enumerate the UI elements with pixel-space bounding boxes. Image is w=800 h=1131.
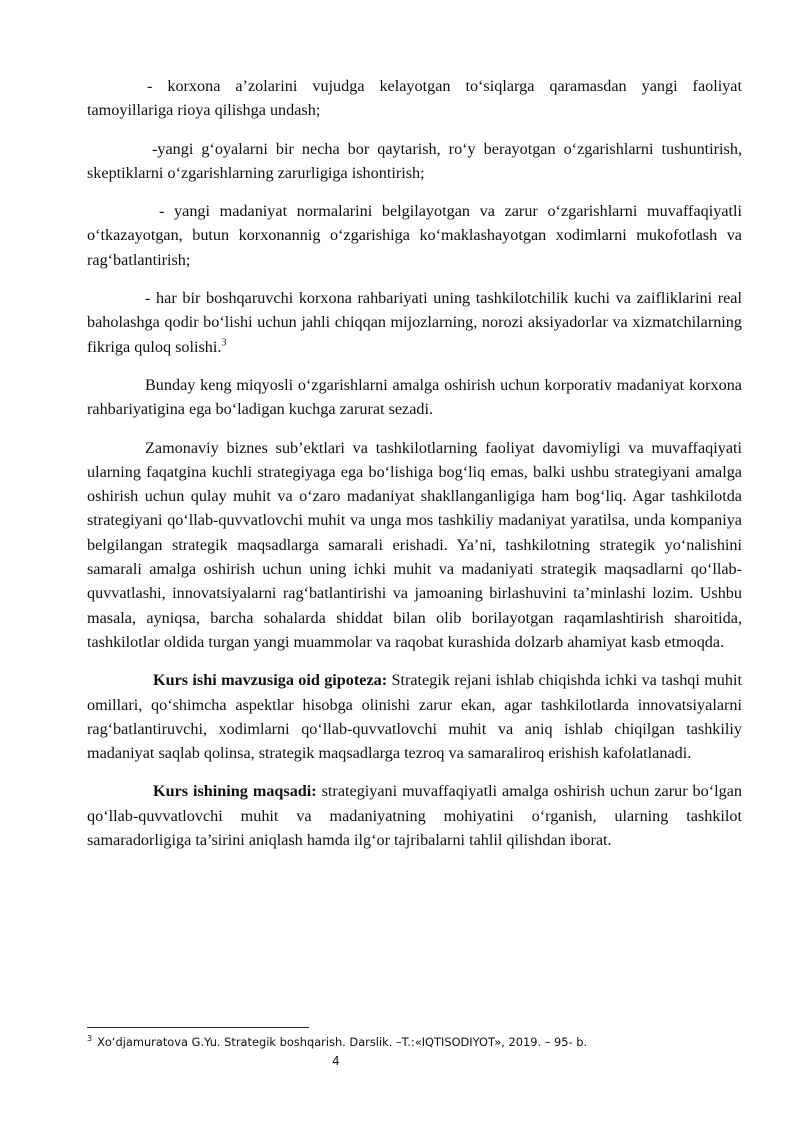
paragraph-3 <box>87 199 742 272</box>
paragraph-6 <box>87 436 742 655</box>
paragraph-text: Bunday keng miqyosli o‘zgarishlarni amalga oshirish uchun korporativ madaniyat korxona rahbariyatigina ega bo‘ladigan kuchga zarurat sezadi. <box>87 375 742 419</box>
paragraph-text: -yangi g‘oyalarni bir necha bor qaytarish, ro‘y berayotgan o‘zgarishlarni tushuntirish, skeptiklarni o‘zgarishlarning zarurligiga ishontirish; <box>87 139 742 182</box>
paragraph-text: - korxona a’zolarini vujudga kelayotgan to‘siqlarga qaramasdan yangi faoliyat tamoyillariga rioya qilishga undash; <box>87 77 742 120</box>
paragraph-text: strategiyani muvaffaqiyatli amalga oshirish uchun zarur bo‘lgan qo‘llab-quvvatlovchi muhit va madaniyatning mohiyatini o‘rganish, ularning tashkilot samaradorligiga ta’sirini aniqlash hamda ilg‘or tajribalarni tahlil qilishdan iborat. <box>87 782 742 850</box>
paragraph-text: Zamonaviy biznes sub’ektlari va tashkilotlarning faoliyat davomiyligi va muvaffaqiyati ularning faqatgina kuchli strategiyaga ega bo‘lishiga bog‘liq emas, balki ushbu strategiyani amalga oshirish uchun qulay muhit va o‘zaro madaniyat shakllanganligiga ham bog‘liq. Agar tashkilotda strategiyani qo‘llab-quvvatlovchi muhit va unga mos tashkiliy madaniyat yaratilsa, unda kompaniya belgilangan strategik maqsadlarga samarali erishadi. Ya’ni, tashkilotning strategik yo‘nalishini samarali amalga oshirish uchun uning ichki muhit va madaniyati strategik maqsadlarni qo‘llab-quvvatlashi, innovatsiyalarni rag‘batlantirishi va jamoaning birlashuvini ta’minlashi lozim. Ushbu masala, ayniqsa, barcha sohalarda shiddat bilan olib borilayotgan raqamlashtirish sharoitida, tashkilotlar oldida turgan yangi muammolar va raqobat kurashida dolzarb ahamiyat kasb etmoqda. <box>87 438 742 651</box>
paragraph-4 <box>87 286 742 359</box>
body-text <box>87 74 742 866</box>
paragraph-text: - har bir boshqaruvchi korxona rahbariyati uning tashkilotchilik kuchi va zaifliklarini real baholashga qodir bo‘lishi uchun jahli chiqqan mijozlarning, norozi aksiyadorlar va xizmatchilarning fikriga quloq solishi. <box>87 289 742 356</box>
paragraph-text: Strategik rejani ishlab chiqishda ichki va tashqi muhit omillari, qo‘shimcha aspektlar hisobga olinishi zarur ekan, agar tashkilotlarda innovatsiyalarni rag‘batlantiruvchi, xodimlarni qo‘llab-quvvatlovchi muhit va aniq ishlab chiqilgan tashkiliy madaniyat saqlab qolinsa, strategik maqsadlarga tezroq va samaraliroq erishish kafolatlanadi. <box>87 671 742 763</box>
footnote-reference: 3 <box>221 337 227 349</box>
footnote-text: Xo‘djamuratova G.Yu. Strategik boshqarish. Darslik. –T.:«IQTISODIYOT», 2019. – 95- b. <box>97 1035 588 1049</box>
paragraph-text: - yangi madaniyat normalarini belgilayotgan va zarur o‘zgarishlarni muvaffaqiyatli o‘tkazayotgan, butun korxonannig o‘zgarishiga ko‘maklashayotgan xodimlarni mukofotlash va rag‘batlantirish; <box>87 202 742 269</box>
paragraph-hypothesis <box>87 668 742 765</box>
hypothesis-heading: Kurs ishi mavzusiga oid gipoteza: <box>153 671 388 690</box>
paragraph-1 <box>87 74 742 123</box>
footnote-number: 3 <box>87 1034 93 1044</box>
goal-heading: Kurs ishining maqsadi: <box>153 782 317 801</box>
paragraph-2 <box>87 137 742 186</box>
paragraph-goal <box>87 779 742 852</box>
page-number: 4 <box>332 1054 340 1068</box>
footnote-separator <box>87 1027 309 1028</box>
paragraph-5 <box>87 373 742 422</box>
footnote <box>87 1034 747 1050</box>
